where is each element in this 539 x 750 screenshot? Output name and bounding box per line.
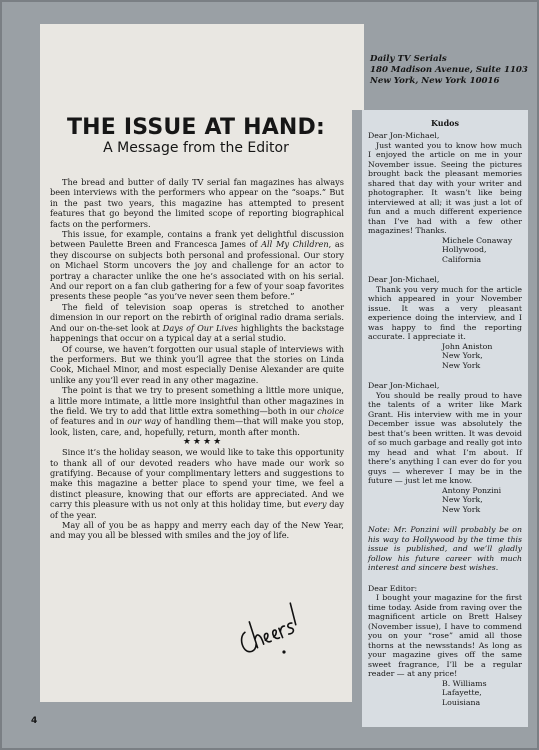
letter-location: Lafayette, xyxy=(442,688,482,697)
paragraph: Of course, we haven’t forgotten our usual staple of interviews with the performers. But we think you’ll agree that the stories on Linda Cook, Michael Minor, and most especially Denise Alexander are quite unlike any you’ll ever read in any other magazine. xyxy=(50,343,344,385)
letter xyxy=(368,381,522,514)
editor-note: Note: Mr. Ponzini will probably be on his way to Hollywood by the time this issue is published, and we’ll gladly follow his future career with much interest and sincere best wishes. xyxy=(368,525,522,572)
letters-column xyxy=(368,131,522,718)
paragraph: The field of television soap operas is stretched to another dimension in our report on the rebirth of original radio drama serials. And our on-the-set look at Days of Our Lives highlights the backstage happenings that occur on a typical day at a serial studio. xyxy=(50,301,345,344)
letter-salutation: Dear Jon-Michael, xyxy=(368,381,440,390)
letter-text: You should be really proud to have the talents of a writer like Mark Grant. His interview with me in your December issue was absolutely the best that’s been written. It was devoid of so much garbage and really got into my head and what I’m about. If there’s anything I can ever do for you guys — wherever I may be in the future — just let me know. xyxy=(368,390,522,485)
letter xyxy=(368,275,522,370)
page-number: 4 xyxy=(31,716,38,726)
letter xyxy=(368,131,522,264)
address-line: New York, New York 10016 xyxy=(370,76,500,86)
editorial-body xyxy=(50,177,344,541)
letters-heading: Kudos xyxy=(430,118,460,128)
letter-location: California xyxy=(442,254,482,264)
letter-text: Thank you very much for the article which appeared in your November issue. It was a very pleasant experience doing the interview, and I was happy to find the reporting accurate. I appreciate it. xyxy=(368,284,522,341)
panel-strip xyxy=(352,24,364,110)
paragraph: The bread and butter of daily TV serial fan magazines has always been interviews with the performers who appear on the “soaps.” But in the past two years, this magazine has attempted to present features that go beyond the limited scope of reporting biographical facts on the performers. xyxy=(50,177,344,229)
editorial-subtitle: A Message from the Editor xyxy=(103,140,289,156)
letter-text: I bought your magazine for the first time today. Aside from raving over the magnificent article on Brett Halsey (November issue), I have to commend you on your “rose” amid all those thorns at the newsstands! As long as your magazine gives off the same sweet fragrance, I’ll be a regular reader — at any price! xyxy=(368,593,522,678)
letter-signer: Michele Conaway xyxy=(442,235,513,245)
letter-location: New York, xyxy=(442,495,483,504)
cheers-signature xyxy=(232,600,312,660)
letter-signer: Antony Ponzini xyxy=(442,485,502,495)
address-line: Daily TV Serials xyxy=(370,54,447,64)
letter xyxy=(368,584,522,708)
star-divider: ★★★★ xyxy=(182,437,224,448)
letter-location: New York xyxy=(442,504,481,514)
paragraph: Since it’s the holiday season, we would like to take this opportunity to thank all of our devoted readers who have made our work so gratifying. Because of your complimentary letters and suggestions to make this magazine a better place to spend your time, we feel a distinct pleasure, knowing that our efforts are appreciated. And we carry this pleasure with us not only at this holiday time, but every day of the year. xyxy=(50,447,344,520)
letter-location: New York xyxy=(442,360,481,370)
paragraph: The point is that we try to present something a little more unique, a little more intimate, a little more insightful than other magazines in the field. We try to add that little extra something—both in our choice of features and in our way of handling them—that will make you stop, look, listen, care, and, hopefully, return, month after month. xyxy=(50,385,344,437)
letter-salutation: Dear Jon-Michael, xyxy=(368,275,440,284)
mailing-address xyxy=(370,54,530,87)
paragraph: May all of you be as happy and merry each day of the New Year, and may you all be blessed with smiles and the joy of life. xyxy=(50,520,344,541)
letter-salutation: Dear Jon-Michael, xyxy=(368,131,440,140)
editorial-title: THE ISSUE AT HAND: xyxy=(66,115,326,140)
address-line: 180 Madison Avenue, Suite 1103 xyxy=(370,65,528,75)
letter-location: New York, xyxy=(442,351,483,360)
letter-salutation: Dear Editor: xyxy=(368,583,418,593)
letter-location: Louisiana xyxy=(442,697,481,707)
letter-location: Hollywood, xyxy=(442,245,487,254)
paragraph: This issue, for example, contains a frank yet delightful discussion between Paulette Breen and Francesca James of All My Children, as they discourse on subjects both personal and professional. Our story on Michael Storm uncovers the joy and challenge for an actor to portray a character unlike the one he’s associated with on his serial. And our report on a fan club gathering for a few of your soap favorites presents these people “as you’ve never seen them before.” xyxy=(50,229,344,302)
letter-signer: John Aniston xyxy=(442,341,493,351)
letter-signer: B. Williams xyxy=(442,678,487,688)
letter-text: Just wanted you to know how much I enjoyed the article on me in your November issue. Seeing the pictures brought back the pleasant memories shared that day with your writer and photographer. It wasn’t like being interviewed at all; it was just a lot of fun and a much different experience than I’ve had with a few other magazines! Thanks. xyxy=(368,140,522,235)
